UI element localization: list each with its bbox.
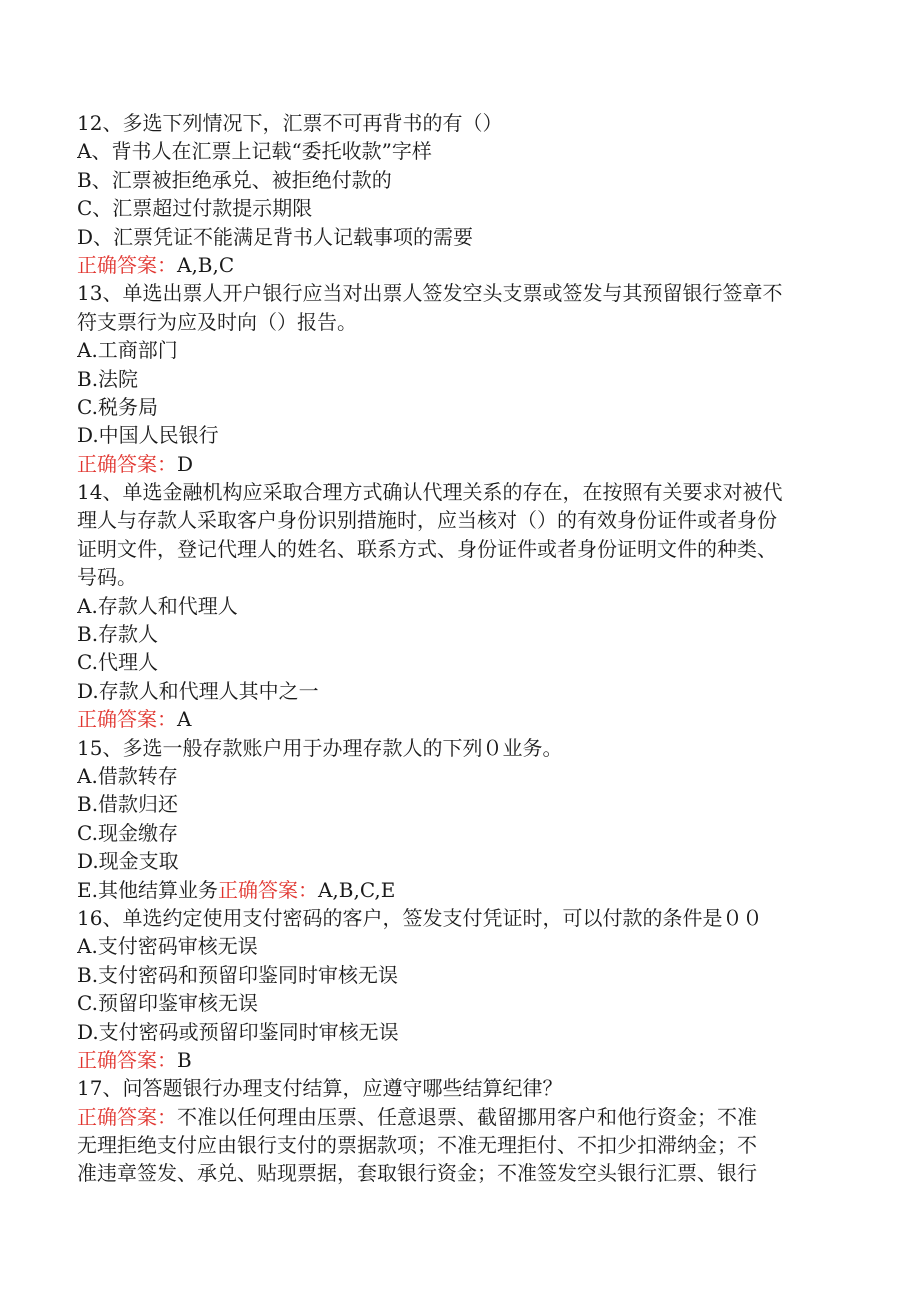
option-d: D、汇票凭证不能满足背书人记载事项的需要 xyxy=(77,224,474,249)
question-14-cont: 证明文件，登记代理人的姓名、联系方式、身份证件或者身份证明文件的种类、 xyxy=(77,536,777,561)
option-b: B.支付密码和预留印鉴同时审核无误 xyxy=(77,962,399,987)
question-14-cont: 号码。 xyxy=(77,565,137,590)
option-d: D.存款人和代理人其中之一 xyxy=(77,678,319,703)
answer-value: A xyxy=(177,707,192,732)
option-b: B.存款人 xyxy=(77,622,159,647)
answer-value: 不准以任何理由压票、任意退票、截留挪用客户和他行资金；不准 xyxy=(177,1104,757,1129)
answer-line xyxy=(77,1103,860,1131)
answer-label: 正确答案： xyxy=(77,1104,177,1129)
answer-label: 正确答案： xyxy=(77,252,177,277)
question-13-cont: 符支票行为应及时向（）报告。 xyxy=(77,309,357,334)
answer-line xyxy=(77,705,860,733)
option-b: B.借款归还 xyxy=(77,792,179,817)
option-e-with-answer xyxy=(77,876,860,904)
answer-label: 正确答案： xyxy=(77,1047,177,1072)
answer-line xyxy=(77,450,860,478)
option-b: B.法院 xyxy=(77,366,139,391)
answer-line xyxy=(77,1046,860,1074)
answer-label: 正确答案： xyxy=(217,877,318,902)
question-16: 16、单选约定使用支付密码的客户，签发支付凭证时，可以付款的条件是００ xyxy=(77,905,763,930)
option-d: D.支付密码或预留印鉴同时审核无误 xyxy=(77,1019,399,1044)
question-12: 12、多选下列情况下，汇票不可再背书的有（） xyxy=(77,111,503,135)
option-c: C.税务局 xyxy=(77,394,158,419)
option-b: B、汇票被拒绝承兑、被拒绝付款的 xyxy=(77,167,392,192)
option-a: A.工商部门 xyxy=(77,338,178,363)
answer-label: 正确答案： xyxy=(77,451,177,476)
question-14: 14、单选金融机构应采取合理方式确认代理关系的存在，在按照有关要求对被代 xyxy=(77,480,783,505)
option-d: D.中国人民银行 xyxy=(77,423,219,448)
option-c: C.代理人 xyxy=(77,650,158,675)
answer-cont: 准违章签发、承兑、贴现票据，套取银行资金；不准签发空头银行汇票、银行 xyxy=(77,1161,757,1186)
option-a: A、背书人在汇票上记载“委托收款”字样 xyxy=(77,139,432,164)
option-c: C、汇票超过付款提示期限 xyxy=(77,196,313,221)
question-14-cont: 理人与存款人采取客户身份识别措施时，应当核对（）的有效身份证件或者身份 xyxy=(77,508,777,533)
answer-value: A,B,C,E xyxy=(317,877,396,902)
answer-cont: 无理拒绝支付应由银行支付的票据款项；不准无理拒付、不扣少扣滞纳金；不 xyxy=(77,1133,757,1158)
option-a: A.支付密码审核无误 xyxy=(77,934,258,959)
option-c: C.现金缴存 xyxy=(77,820,178,845)
answer-value: A,B,C xyxy=(177,252,235,277)
option-a: A.借款转存 xyxy=(77,763,178,788)
option-a: A.存款人和代理人 xyxy=(77,593,238,618)
option-d: D.现金支取 xyxy=(77,849,179,874)
option-e: E.其他结算业务 xyxy=(77,877,218,902)
answer-value: B xyxy=(177,1047,192,1072)
option-c: C.预留印鉴审核无误 xyxy=(77,991,258,1016)
question-15: 15、多选一般存款账户用于办理存款人的下列０业务。 xyxy=(77,735,563,760)
question-17: 17、问答题银行办理支付结算，应遵守哪些结算纪律？ xyxy=(77,1076,563,1101)
question-13: 13、单选出票人开户银行应当对出票人签发空头支票或签发与其预留银行签章不 xyxy=(77,281,783,306)
answer-label: 正确答案： xyxy=(77,707,177,732)
answer-value: D xyxy=(177,451,194,476)
answer-line xyxy=(77,251,860,279)
